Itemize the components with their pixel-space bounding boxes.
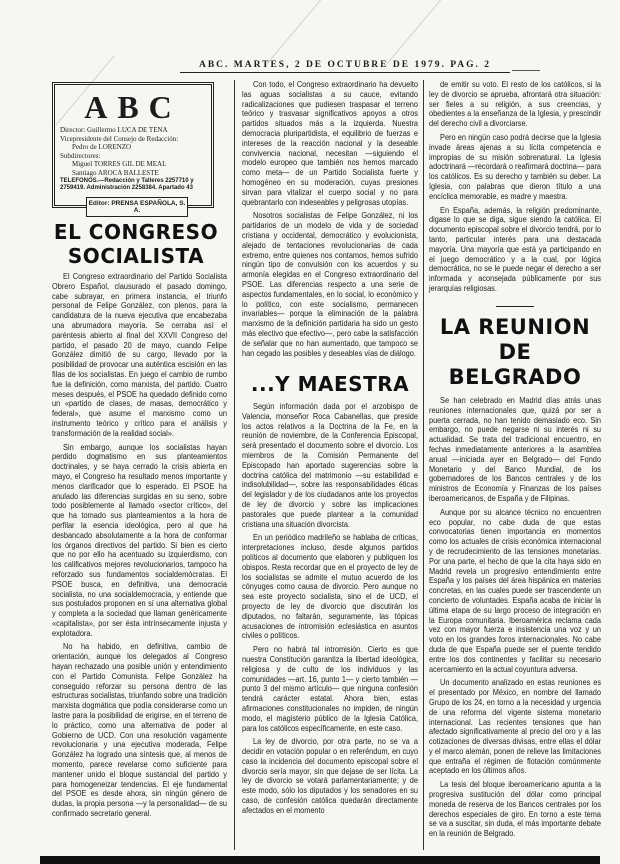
article-body-belgrado bbox=[429, 396, 601, 843]
section-divider bbox=[496, 306, 534, 307]
headline-line: DE BELGRADO bbox=[448, 340, 582, 389]
paragraph: Pero en ningún caso podrá decirse que la Iglesia invade áreas ajenas a su lícita competencia e impropias de su misión sobrenatural. La Iglesia adoctrinará —recordará o reafirmará doctrina— para los católicos. Es su derecho y también su deber. La Iglesia, con palabras que dieron título a una encíclica memorable, es madre y maestra. bbox=[429, 132, 601, 201]
masthead-logo: ABC bbox=[84, 89, 182, 125]
masthead-subdirector: Santiago AROCA BALLESTE bbox=[72, 168, 159, 177]
article-body-maestra-cont bbox=[429, 80, 601, 298]
page-header: ABC. MARTES, 2 DE OCTUBRE DE 1979. PAG. 2 bbox=[180, 60, 510, 73]
page-bottom-bar bbox=[40, 856, 600, 864]
paragraph: Se han celebrado en Madrid días atrás unas reuniones internacionales que, quizá por ser a puerta cerrada, no han tenido demasiado eco. Sin embargo, no puede negarse ni su interés ni su actualidad. Se trata del tradicional encuentro, en fechas inmediatamente anteriores a la asamblea anual —iniciada ayer en Belgrado— del Fondo Monetario y del Banco Mundial, de los gobernadores de los Bancos centrales y de los ministros de Economía y Finanzas de los países iberoamericanos, de España y de Filipinas. bbox=[429, 396, 601, 503]
article-headline: ...Y MAESTRA bbox=[250, 372, 410, 396]
column-divider bbox=[423, 80, 424, 850]
paragraph: La tesis del bloque iberoamericano apunta a la progresiva sustitución del dólar como principal moneda de reserva de los Bancos centrales por los derechos especiales de giro. En torno a este tema se va a suscitar, sin duda, el más importante debate en la reunión de Belgrado. bbox=[429, 780, 601, 839]
masthead-editor: Editor: PRENSA ESPAÑOLA, S. A. bbox=[86, 197, 188, 217]
paragraph: La ley de divorcio, por otra parte, no se va a decidir en votación popular o en referéndum, en cuyo caso la incidencia del documento episcopal sobre el divorcio sería mayor, sin que dejase de ser lícita. La ley de divorcio se votará parlamentariamente; y de este modo, sólo los diputados y los senadores en su caso, de confesión católica quedarán directamente afectados en el momento bbox=[242, 737, 418, 815]
paragraph: Un documento analizado en estas reuniones es el presentado por México, en nombre del llamado Grupo de los 24, en torno a la necesidad y urgencia de una reforma del vigente sistema monetario internacional. Las recientes tensiones que han afectado significativamente al precio del oro y a las cotizaciones de diversas divisas, entre ellas el dólar y el marco alemán, ponen de relieve las limitaciones que entraña el régimen de flotación comúnmente aceptado en los últimos años. bbox=[429, 678, 601, 776]
article-body-congreso bbox=[52, 272, 227, 823]
masthead-vicepresidente: Vicepresidente del Consejo de Redacción: bbox=[60, 134, 179, 143]
masthead-subdirectores-label: Subdirectores: bbox=[60, 151, 101, 160]
paragraph: No ha habido, en definitiva, cambio de orientación, aunque los delegados al Congreso hayan rechazado una posible unión y entendimiento con el Partido Comunista. Felipe González ha conseguido reforzar su persona dentro de las estructuras socialistas, triunfando sobre una tradición marxista dogmática que podía considerarse como un lastre para la posibilidad de erigirse, en el terreno de lo práctico, como una alternativa de poder al Gobierno de UCD. Con una resolución vagamente revolucionaria y una ejecutiva moderada, Felipe González ha logrado una síntesis que, al menos de momento, parece revelarse como suficiente para mantener unido el bloque sustancial del partido y para homogeneizar tendencias. El eje fundamental del PSOE es desde ahora, sin ningún género de dudas, la propia persona —y la personalidad— de su confirmado secretario general. bbox=[52, 642, 227, 819]
column-divider bbox=[234, 80, 235, 850]
header-divider bbox=[512, 70, 540, 71]
column-right bbox=[429, 80, 601, 843]
paragraph: En España, además, la religión predominante, digase lo que se diga, sigue siendo la católica. El documento episcopal sobre el divorcio tendrá, por lo tanto, particular interés para una destacada mayoría. Una mayoría que está ya participando en el juego democrático y a la cual, por lógica democrática, no se le puede negar el derecho a ser informada y aconsejada públicamente por sus jerarquías religiosas. bbox=[429, 205, 601, 293]
article-headline bbox=[429, 315, 601, 390]
headline-line: SOCIALISTA bbox=[67, 244, 205, 268]
masthead-telefonos: TELEFONOS.—Redacción y Talleres 2257710 y 2759419. Administración 2258384. Apartado 43 bbox=[60, 177, 194, 192]
masthead-vicepresidente-name: Pedro de LORENZO bbox=[72, 143, 132, 152]
paragraph: Pero no habrá tal intromisión. Cierto es que nuestra Constitución garantiza la libertad ideológica, religiosa y de culto de los individuos y las comunidades —art. 16, punto 1— y cierto también —punto 3 del mismo artículo— que ninguna confesión tendrá carácter estatal. Ahora bien, estas afirmaciones constitucionales no impiden, de ningún modo, el magisterio público de la Iglesia Católica, para los católicos específicamente, en este caso. bbox=[242, 645, 418, 733]
article-body-maestra bbox=[242, 402, 418, 820]
paragraph: Sin embargo, aunque los socialistas hayan perdido dogmatismo en sus planteamientos doctrinales, y se haya cerrado la crisis abierta en mayo, el Congreso ha resultado menos importante y menos clarificador que lo esperado. El PSOE ha anulado las diferencias surgidas en su seno, sobre todo posiblemente al llamado «sector crítico», del que ha tomado sus planteamientos a la hora de perfilar la esencia ideológica, pero al que ha desbancado absolutamente a la hora de conformar los órganos directivos del partido. Si bien es cierto que no por ello ha acentuado su izquierdismo, con los calificativos mejores revolucionarios, tampoco ha reforzado sus fundamentos socialdemócratas. El PSOE busca, en definitiva, una democracia socialista, no una socialdemocracia, y entiende que sus postulados proponen en sí una alternativa global y completa a la sociedad que llaman genéricamente «capitalista», por ser ésta intrínsecamente injusta y explotadora. bbox=[52, 442, 227, 638]
headline-line: LA REUNION bbox=[439, 315, 591, 339]
paragraph: Nosotros socialistas de Felipe González, ni los partidarios de un modelo de vida y de sociedad cristiana y occidental, democrático y evolucionista, alejado de tentaciones revolucionarias de cada extremo, entre quienes nos contamos, hemos sufrido ningún tipo de convulsión con los acuerdos y su armonía elegidas en el Congreso extraordinario del PSOE. Las diferencias respecto a una serie de aspectos fundamentales, en lo social, lo económico y lo político, con este socialismo, permanecen invariables— porque la eliminación de la palabra marxismo de la definición partidaria ha sido un gesto más electivo que efectivo—, pero cabe la satisfacción de señalar que no han aumentado, que tampoco se han cegado las posibles y deseables vías de diálogo. bbox=[242, 211, 418, 358]
article-headline bbox=[44, 220, 228, 268]
masthead-subdirector: Miguel TORRES GIL DE MEAL bbox=[72, 160, 167, 169]
masthead-director: Director: Guillermo LUCA DE TENA bbox=[60, 126, 168, 134]
masthead-box bbox=[52, 82, 214, 208]
headline-line: EL CONGRESO bbox=[53, 220, 219, 244]
text-block bbox=[52, 272, 227, 823]
paragraph: En un periódico madrileño se hablaba de críticas, interpretaciones incluso, desde algunos partidos políticos al documento que elaboren y publiquen los obispos. Resta recordar que en el proyecto de ley de los socialistas se admite el mutuo acuerdo de los cónyuges como causa de divorcio. Pero aunque no sea este proyecto socialista, sino el de UCD, el proyecto de ley de divorcio que discutirán los diputados, no faltarán, seguramente, las tópicas acusaciones de intromisión eclesiástica en asuntos civiles o políticos. bbox=[242, 533, 418, 641]
paragraph: El Congreso extraordinario del Partido Socialista Obrero Español, clausurado el pasado domingo, cabe subrayar, en primera instancia, el triunfo personal de Felipe González, con plenos, para la candidatura de la nueva ejecutiva que encabezaba una abrumadora mayoría. Se cerraba así el paréntesis abierto al final del XXVII Congreso del partido, el pasado 20 de mayo, cuando Felipe González dimitió de su cargo, llevado por la posibilidad de provocar una auténtica escisión en las filas de los socialistas. En juego el cambio de rumbo fue la definición, como marxista, del partido. Cuatro meses después, el PSOE ha quedado definido como un «partido de clases, de masas, democrático y federal», que asume el marxismo como un instrumento teórico y crítico para el análisis y transformación de la realidad social». bbox=[52, 272, 227, 438]
article-body-congreso-cont bbox=[242, 80, 418, 362]
watermark-stroke bbox=[266, 0, 325, 65]
paragraph: Según información dada por el arzobispo de Valencia, monseñor Roca Cabanellas, que preside los actos relativos a la Doctrina de la Fe, en la reunión de noviembre, de la Conferencia Episcopal, será presentado el documento sobre el divorcio. Los miembros de la Comisión Permanente del Episcopado han aportado sugerencias sobre la doctrina católica del matrimonio —su estabilidad e indisolubilidad—, sobre las responsabilidades éticas del legislador y de los ciudadanos ante los proyectos de ley de divorcio y sobre las implicaciones pastorales que puede plantear a la comunidad cristiana una situación divorcista. bbox=[242, 402, 418, 529]
column-middle bbox=[242, 80, 418, 820]
paragraph: Con todo, el Congreso extraordinario ha devuelto las aguas socialistas a su cauce, evitando radicalizaciones que pudiesen traspasar el terreno teórico y trasvasar significativos apoyos a otros partidos situados más a la izquierda. Nuestra democracia pluripartidista, el equilibrio de fuerzas e intereses de la reacción nacional y la deseable convivencia nacional, necesitan —siguiendo el modelo europeo que también nos hemos marcado como meta— de un Partido Socialista fuerte y homogéneo en su moderación, cuyas presiones sirvan para vitalizar el cuerpo social y no para quebrantarlo con indeseables y peligrosas utopías. bbox=[242, 80, 418, 207]
watermark-stroke bbox=[386, 0, 445, 65]
paragraph: de emitir su voto. El resto de los católicos, si la ley de divorcio se aprueba, afrontará otra situación: ser fieles a su religión, a sus creencias, y obedientes a la enseñanza de la Iglesia, y prescindir del derecho civil a divorciarse. bbox=[429, 80, 601, 129]
paragraph: Aunque por su alcance técnico no encuentren eco popular, no cabe duda de que estas convocatorias tienen importancia en momentos como los actuales de crisis económica internacional y de recrudecimiento de las tensiones monetarias. Por una parte, el hecho de que la cita haya sido en Madrid revela un progresivo entendimiento entre España y los países del área hispánica en materias concretas, en las cuales puede ser trascendente un concierto de voluntades. España acaba de iniciar la última etapa de su largo proceso de integración en la Europa comunitaria. Iberoamérica reclama cada vez con mayor fuerza e insistencia una voz y un voto en los grandes foros internacionales. No cabe duda de que España puede ser el puente tendido entre los dos continentes y facilitar su necesario acercamiento en la actual coyuntura adversa. bbox=[429, 507, 601, 674]
